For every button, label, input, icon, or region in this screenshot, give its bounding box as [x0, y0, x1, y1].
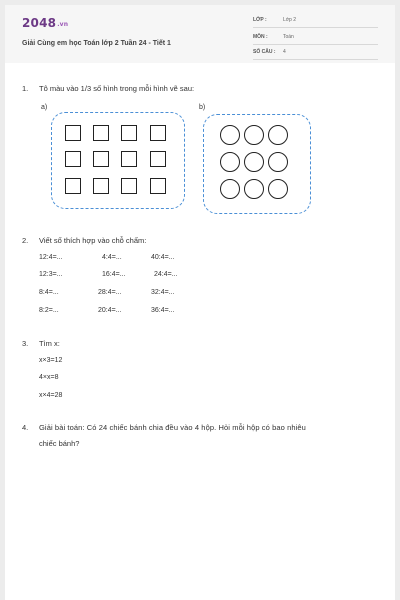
q1-label-a: a) [41, 104, 48, 111]
circle-shape[interactable] [244, 179, 264, 199]
square-shape[interactable] [121, 151, 137, 167]
q1-label-b: b) [199, 104, 206, 111]
circles-panel [203, 114, 311, 214]
meta-subject-label: MÔN : [253, 34, 268, 40]
square-shape[interactable] [93, 125, 109, 141]
square-shape[interactable] [121, 178, 137, 194]
square-shape[interactable] [93, 151, 109, 167]
q2-cell: 16:4=... [102, 271, 126, 278]
q2-cell: 24:4=... [154, 271, 178, 278]
q2-cell: 36:4=... [151, 307, 175, 314]
circle-shape[interactable] [244, 125, 264, 145]
square-shape[interactable] [65, 178, 81, 194]
q3-line: x×3=12 [39, 357, 63, 364]
q2-cell: 40:4=... [151, 254, 175, 261]
logo-text: 2048 [22, 16, 57, 30]
meta-class-label: LỚP : [253, 17, 267, 23]
q2-text: Viết số thích hợp vào chỗ chấm: [39, 236, 147, 245]
circle-shape[interactable] [220, 152, 240, 172]
q2-cell: 4:4=... [102, 254, 122, 261]
meta-subject-row [253, 32, 378, 45]
circle-shape[interactable] [268, 179, 288, 199]
q4-text-line1: Giải bài toán: Có 24 chiếc bánh chia đều vào 4 hộp. Hỏi mỗi hộp có bao nhiêu [39, 423, 306, 432]
circle-shape[interactable] [220, 179, 240, 199]
q1-number: 1. [22, 84, 29, 93]
square-shape[interactable] [121, 125, 137, 141]
square-shape[interactable] [65, 151, 81, 167]
site-logo[interactable] [22, 16, 68, 30]
q3-number: 3. [22, 339, 29, 348]
meta-subject-value: Toán [283, 34, 294, 40]
circle-shape[interactable] [268, 152, 288, 172]
square-shape[interactable] [65, 125, 81, 141]
meta-count-value: 4 [283, 49, 286, 55]
square-shape[interactable] [150, 125, 166, 141]
q3-text: Tìm x: [39, 339, 60, 348]
circle-shape[interactable] [220, 125, 240, 145]
logo-suffix: .vn [57, 21, 69, 28]
q3-line: 4×x=8 [39, 374, 59, 381]
meta-class-value: Lớp 2 [283, 17, 297, 23]
meta-count-label: SỐ CÂU : [253, 49, 276, 55]
q2-cell: 32:4=... [151, 289, 175, 296]
q1-text: Tô màu vào 1/3 số hình trong mỗi hình vẽ sau: [39, 84, 195, 93]
meta-class-row [253, 15, 378, 28]
q2-cell: 12:4=... [39, 254, 63, 261]
q2-number: 2. [22, 236, 29, 245]
q4-text-line2: chiếc bánh? [39, 439, 80, 448]
q2-cell: 12:3=... [39, 271, 63, 278]
page-header [5, 5, 395, 63]
q2-cell: 8:4=... [39, 289, 59, 296]
square-shape[interactable] [150, 151, 166, 167]
q2-cell: 20:4=... [98, 307, 122, 314]
q4-number: 4. [22, 423, 29, 432]
q2-cell: 8:2=... [39, 307, 59, 314]
square-shape[interactable] [93, 178, 109, 194]
page-title: Giải Cùng em học Toán lớp 2 Tuần 24 - Tiết 1 [22, 40, 171, 47]
squares-panel [51, 112, 185, 209]
square-shape[interactable] [150, 178, 166, 194]
q3-line: x×4=28 [39, 392, 63, 399]
circle-shape[interactable] [244, 152, 264, 172]
meta-count-row [253, 47, 378, 60]
worksheet-page [5, 5, 395, 600]
circle-shape[interactable] [268, 125, 288, 145]
q2-cell: 28:4=... [98, 289, 122, 296]
